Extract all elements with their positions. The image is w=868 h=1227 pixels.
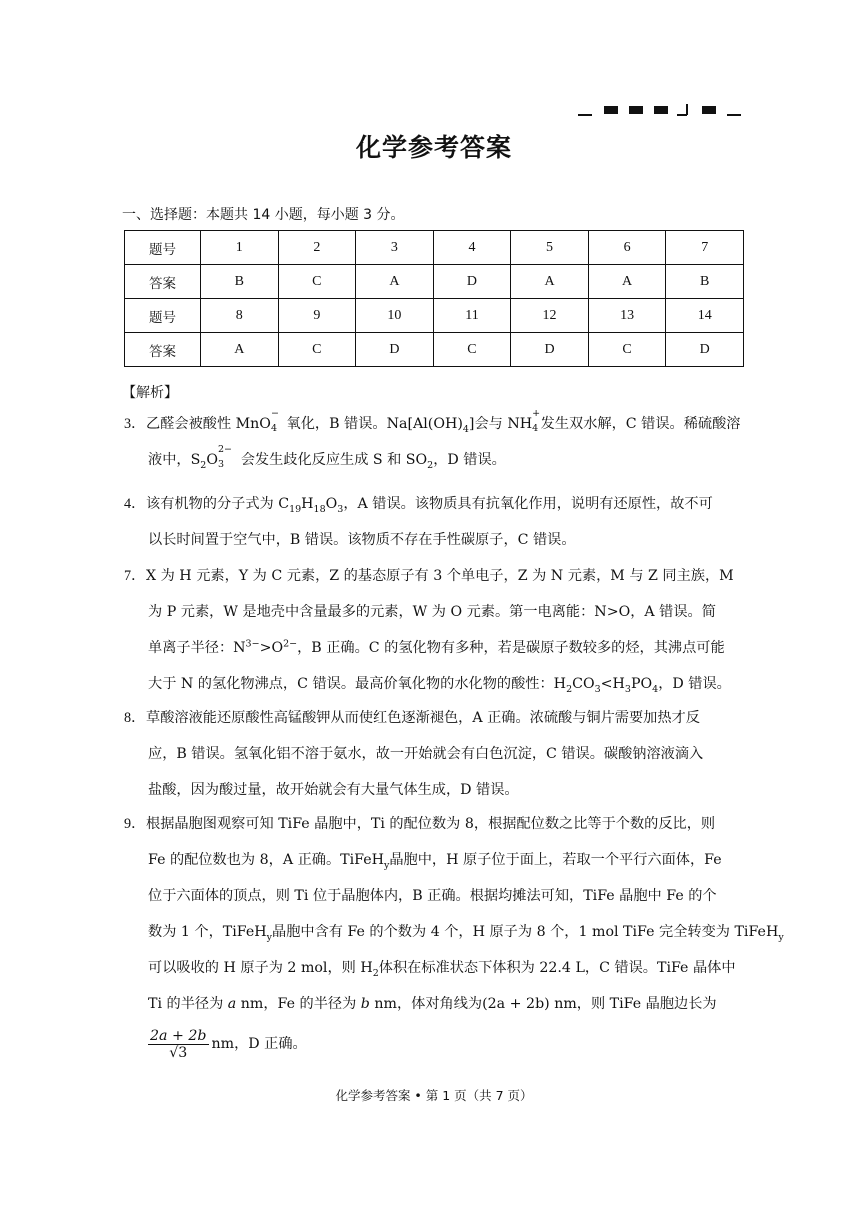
analysis-item-4: 4．该有机物的分子式为 $C_{19}H_{18}O_3$，A 错误。该物质具有抗氧化作用，说明有还原性，故不可 以长时间置于空气中，B 错误。该物质不存在手性碳原子，C 错误。 — [124, 486, 748, 558]
question-number-cell: 8 — [201, 299, 279, 333]
item-number: 4． — [124, 496, 146, 512]
question-number-cell: 14 — [666, 299, 744, 333]
question-number-cell: 2 — [278, 231, 356, 265]
answer-cell: D — [511, 333, 589, 367]
question-number-cell: 13 — [588, 299, 666, 333]
item-number: 7． — [124, 568, 146, 584]
section-heading: 一、选择题：本题共 14 小题，每小题 3 分。 — [122, 207, 405, 223]
s2o3-scripts: 2− 3 — [217, 444, 232, 470]
answer-cell: A — [588, 265, 666, 299]
diagonal-expression: (2a + 2b) — [482, 996, 550, 1012]
answer-cell: A — [201, 333, 279, 367]
analysis-item-3: 3．乙醛会被酸性 MnO − 4 氧化，B 错误。$Na[Al(OH)_4]$会与 NH + 4 发生双水解，C 错误。稀硫酸溶 液中，$S_2O$ 2− 3 会发生歧化反应生成 S 和 $SO_2$，D 错误。 — [124, 406, 748, 478]
answer-cell: C — [278, 265, 356, 299]
question-number-cell: 11 — [433, 299, 511, 333]
nh4-scripts: + 4 — [532, 408, 541, 434]
question-number-cell: 1 — [201, 231, 279, 265]
table-row-label: 题号 — [125, 231, 201, 265]
answer-cell: B — [201, 265, 279, 299]
table-row-label: 答案 — [125, 265, 201, 299]
item-number: 8． — [124, 710, 146, 726]
item-number: 3． — [124, 416, 146, 432]
question-number-cell: 9 — [278, 299, 356, 333]
answer-cell: A — [511, 265, 589, 299]
answer-cell: A — [356, 265, 434, 299]
answer-table — [124, 230, 744, 367]
mno4-scripts: − 4 — [270, 408, 279, 434]
table-row-label: 答案 — [125, 333, 201, 367]
table-row-answers — [125, 265, 744, 299]
answer-cell: C — [278, 333, 356, 367]
answer-cell: D — [666, 333, 744, 367]
edge-length-fraction: $\frac{2a + 2b}{√3}$ — [150, 1027, 207, 1061]
answer-cell: D — [356, 333, 434, 367]
question-number-cell: 10 — [356, 299, 434, 333]
answer-cell: D — [433, 265, 511, 299]
item-number: 9． — [124, 816, 146, 832]
analysis-item-7: 7．X 为 H 元素，Y 为 C 元素，Z 的基态原子有 3 个单电子，Z 为 N 元素，M 与 Z 同主族，M 为 P 元素，W 是地壳中含量最多的元素，W 为 O 元素。第一电离能：N>O，A 错误。简 单离子半径：$N^{3-}>O^{2-}$，B 正确。C 的氢化物有多种，若是碳原子数较多的烃，其沸点可能 大于 N 的氢化物沸点，C 错误。最高价氧化物的水化物的酸性：$H_2CO_3<H_3PO_4$，D 错误。 — [124, 558, 748, 702]
page-title: 化学参考答案 — [355, 133, 512, 162]
table-row-answers — [125, 333, 744, 367]
question-number-cell: 6 — [588, 231, 666, 265]
page-footer: 化学参考答案 • 第 1 页（共 7 页） — [335, 1088, 533, 1103]
analysis-item-9: 9．根据晶胞图观察可知 TiFe 晶胞中，Ti 的配位数为 8，根据配位数之比等于个数的反比，则 Fe 的配位数也为 8，A 正确。TiFeH$_y$晶胞中，H 原子位于面上，若取一个平行六面体，Fe 位于六面体的顶点，则 Ti 位于晶胞体内，B 正确。根据均摊法可知，TiFe 晶胞中 Fe 的个 数为 1 个，TiFeH$_y$晶胞中含有 Fe 的个数为 4 个，H 原子为 8 个，1 mol TiFe 完全转变为 TiFeH$_y$ 可以吸收的 H 原子为 2 mol，则 $H_2$体积在标准状态下体积为 22.4 L，C 错误。TiFe 晶体中 Ti 的半径为 a nm，Fe 的半径为 b nm，体对角线为(2a + 2b) nm，则 TiFe 晶胞边长为 $\frac{2a + 2b}{√3}$ nm，D 正确。 — [124, 806, 748, 1066]
analysis-item-8: 8．草酸溶液能还原酸性高锰酸钾从而使红色逐渐褪色，A 正确。浓硫酸与铜片需要加热才反 应，B 错误。氢氧化铝不溶于氨水，故一开始就会有白色沉淀，C 错误。碳酸钠溶液滴入 盐酸，因为酸过量，故开始就会有大量气体生成，D 错误。 — [124, 700, 748, 808]
analysis-heading: 【解析】 — [122, 385, 178, 401]
table-row-question-numbers — [125, 231, 744, 265]
question-number-cell: 5 — [511, 231, 589, 265]
table-row-label: 题号 — [125, 299, 201, 333]
answer-cell: C — [588, 333, 666, 367]
answer-cell: C — [433, 333, 511, 367]
question-number-cell: 3 — [356, 231, 434, 265]
answer-cell: B — [666, 265, 744, 299]
table-row-question-numbers — [125, 299, 744, 333]
question-number-cell: 12 — [511, 299, 589, 333]
question-number-cell: 7 — [666, 231, 744, 265]
question-number-cell: 4 — [433, 231, 511, 265]
